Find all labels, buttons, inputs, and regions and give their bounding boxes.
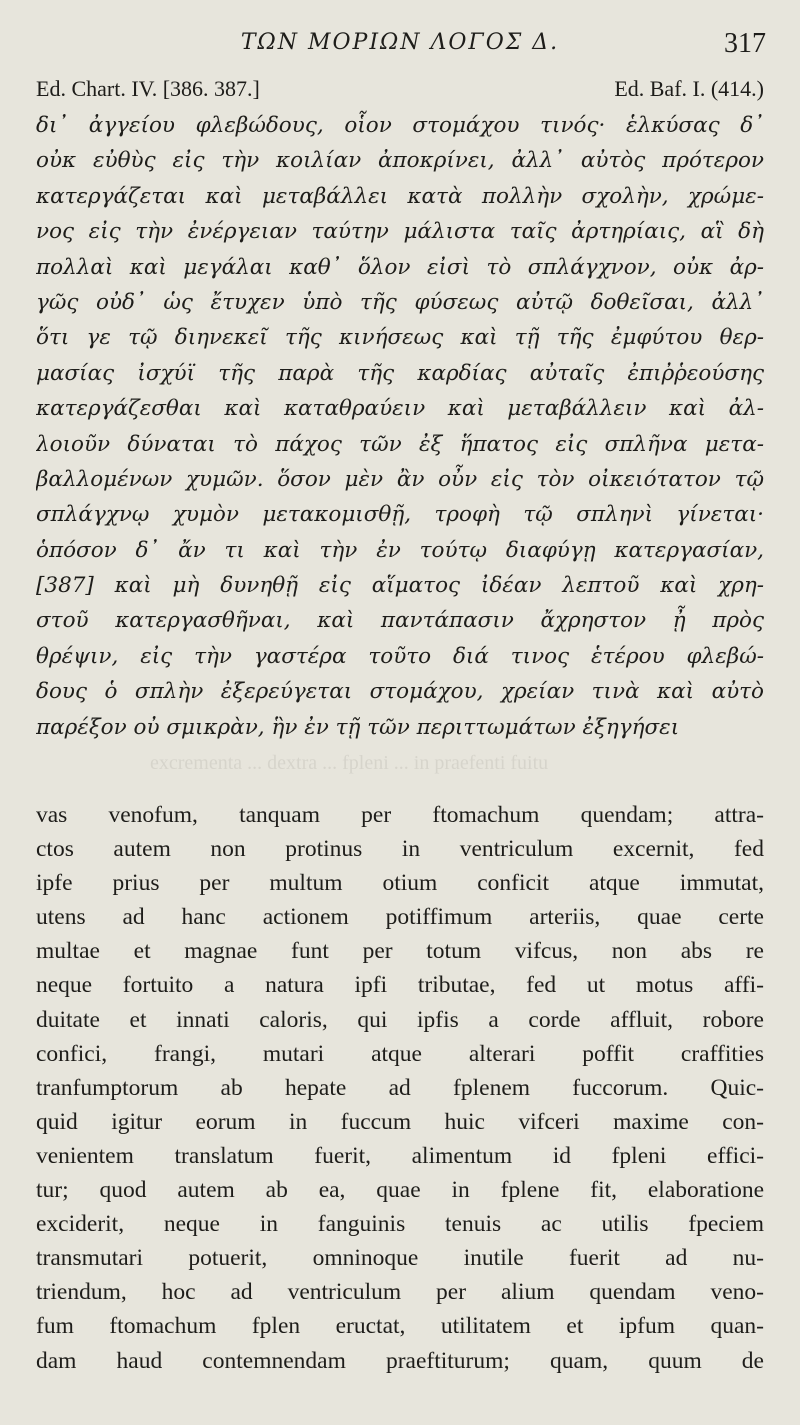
latin-text-line: quid igitur eorum in fuccum huic vifceri maxime con- [36, 1108, 764, 1135]
latin-text-line: venientem translatum fuerit, alimentum id fpleni effici- [36, 1142, 764, 1169]
greek-text-line: ὁπόσον δ᾽ ἄν τι καὶ τὴν ἐν τούτῳ διαφύγῃ κατεργασίαν, [36, 537, 764, 563]
latin-text-line: multae et magnae funt per totum vifcus, non abs re [36, 938, 764, 965]
greek-text-line: [387] καὶ μὴ δυνηθῇ εἰς αἵματος ἰδέαν λεπτοῦ καὶ χρη- [36, 573, 764, 599]
greek-text-line: θρέψιν, εἰς τὴν γαστέρα τοῦτο διά τινος ἑτέρου φλεβώ- [36, 643, 764, 669]
greek-text-block [36, 108, 764, 745]
latin-text-line: triendum, hoc ad ventriculum per alium quendam veno- [36, 1279, 764, 1306]
greek-text-line: μασίας ἰσχύϊ τῆς παρὰ τῆς καρδίας αὐταῖς ἐπιῤῥεούσης [36, 360, 764, 386]
greek-text-line: δους ὁ σπλὴν ἐξερεύγεται στομάχου, χρείαν τινὰ καὶ αὐτὸ [36, 679, 764, 705]
page-number: 317 [724, 28, 766, 59]
latin-text-line: utens ad hanc actionem potiffimum arteriis, quae certe [36, 904, 764, 931]
latin-text-line: ipfe prius per multum otium conficit atque immutat, [36, 870, 764, 897]
latin-text-line: tranfumptorum ab hepate ad fplenem fuccorum. Quic- [36, 1074, 764, 1101]
latin-text-line: dam haud contemnendam praeftiturum; quam, quum de [36, 1347, 764, 1374]
greek-text-line: σπλάγχνῳ χυμὸν μετακομισθῇ, τροφὴ τῷ σπληνὶ γίνεται· [36, 502, 764, 528]
edition-basel-ref: Ed. Baf. I. (414.) [614, 76, 764, 101]
latin-text-line: tur; quod autem ab ea, quae in fplene fit, elaboratione [36, 1177, 764, 1204]
greek-text-line: κατεργάζεσθαι καὶ καταθραύειν καὶ μεταβάλλειν καὶ ἀλ- [36, 396, 764, 422]
running-head [0, 28, 800, 64]
greek-text-line: βαλλομένων χυμῶν. ὅσον μὲν ἂν οὖν εἰς τὸν οἰκειότατον τῷ [36, 466, 764, 492]
latin-text-line: fum ftomachum fplen eructat, utilitatem et ipfum quan- [36, 1313, 764, 1340]
latin-text-line: vas venofum, tanquam per ftomachum quendam; attra- [36, 802, 764, 828]
greek-text-line: γῶς οὐδ᾽ ὡς ἔτυχεν ὑπὸ τῆς φύσεως αὐτῷ δοθεῖσαι, ἀλλ᾽ [36, 289, 764, 315]
latin-text-line: confici, frangi, mutari atque alterari poffit craffities [36, 1040, 764, 1067]
latin-text-line: exciderit, neque in fanguinis tenuis ac utilis fpeciem [36, 1211, 764, 1238]
edition-reference-line [36, 76, 764, 106]
greek-text-line: ὅτι γε τῷ διηνεκεῖ τῆς κινήσεως καὶ τῇ τῆς ἐμφύτου θερ- [36, 325, 764, 351]
edition-chartier-ref: Ed. Chart. IV. [386. 387.] [36, 76, 260, 101]
latin-text-line: neque fortuito a natura ipfi tributae, fed ut motus affi- [36, 972, 764, 999]
latin-text-line: transmutari potuerit, omninoque inutile fuerit ad nu- [36, 1245, 764, 1272]
greek-text-line: πολλαὶ καὶ μεγάλαι καθ᾽ ὅλον εἰσὶ τὸ σπλάγχνον, οὐκ ἀρ- [36, 254, 764, 280]
bleed-through-text: excrementa ... dextra ... fpleni ... in praefenti fuitu [150, 752, 549, 774]
latin-text-block [36, 798, 764, 1378]
latin-text-line: ctos autem non protinus in ventriculum excernit, fed [36, 836, 764, 863]
greek-text-line: νος εἰς τὴν ἐνέργειαν ταύτην μάλιστα ταῖς ἀρτηρίαις, αἳ δὴ [36, 219, 764, 245]
greek-text-line: οὐκ εὐθὺς εἰς τὴν κοιλίαν ἀποκρίνει, ἀλλ᾽ αὐτὸς πρότερον [36, 148, 764, 174]
greek-text-line: κατεργάζεται καὶ μεταβάλλει κατὰ πολλὴν σχολὴν, χρώμε- [36, 183, 764, 209]
greek-text-line: παρέξον οὐ σμικρὰν, ἣν ἐν τῇ τῶν περιττωμάτων ἐξηγήσει [36, 714, 680, 740]
greek-text-line: λοιοῦν δύναται τὸ πάχος τῶν ἐξ ἥπατος εἰς σπλῆνα μετα- [36, 431, 764, 457]
greek-text-line: στοῦ κατεργασθῆναι, καὶ παντάπασιν ἄχρηστον ᾖ πρὸς [36, 608, 764, 634]
latin-text-line: duitate et innati caloris, qui ipfis a corde affluit, robore [36, 1006, 764, 1033]
running-title: ΤΩΝ ΜΟΡΙΩΝ ΛΟΓΟΣ Δ. [240, 30, 560, 55]
greek-text-line: δι᾽ ἀγγείου φλεβώδους, οἷον στομάχου τινός· ἑλκύσας δ᾽ [36, 113, 764, 138]
